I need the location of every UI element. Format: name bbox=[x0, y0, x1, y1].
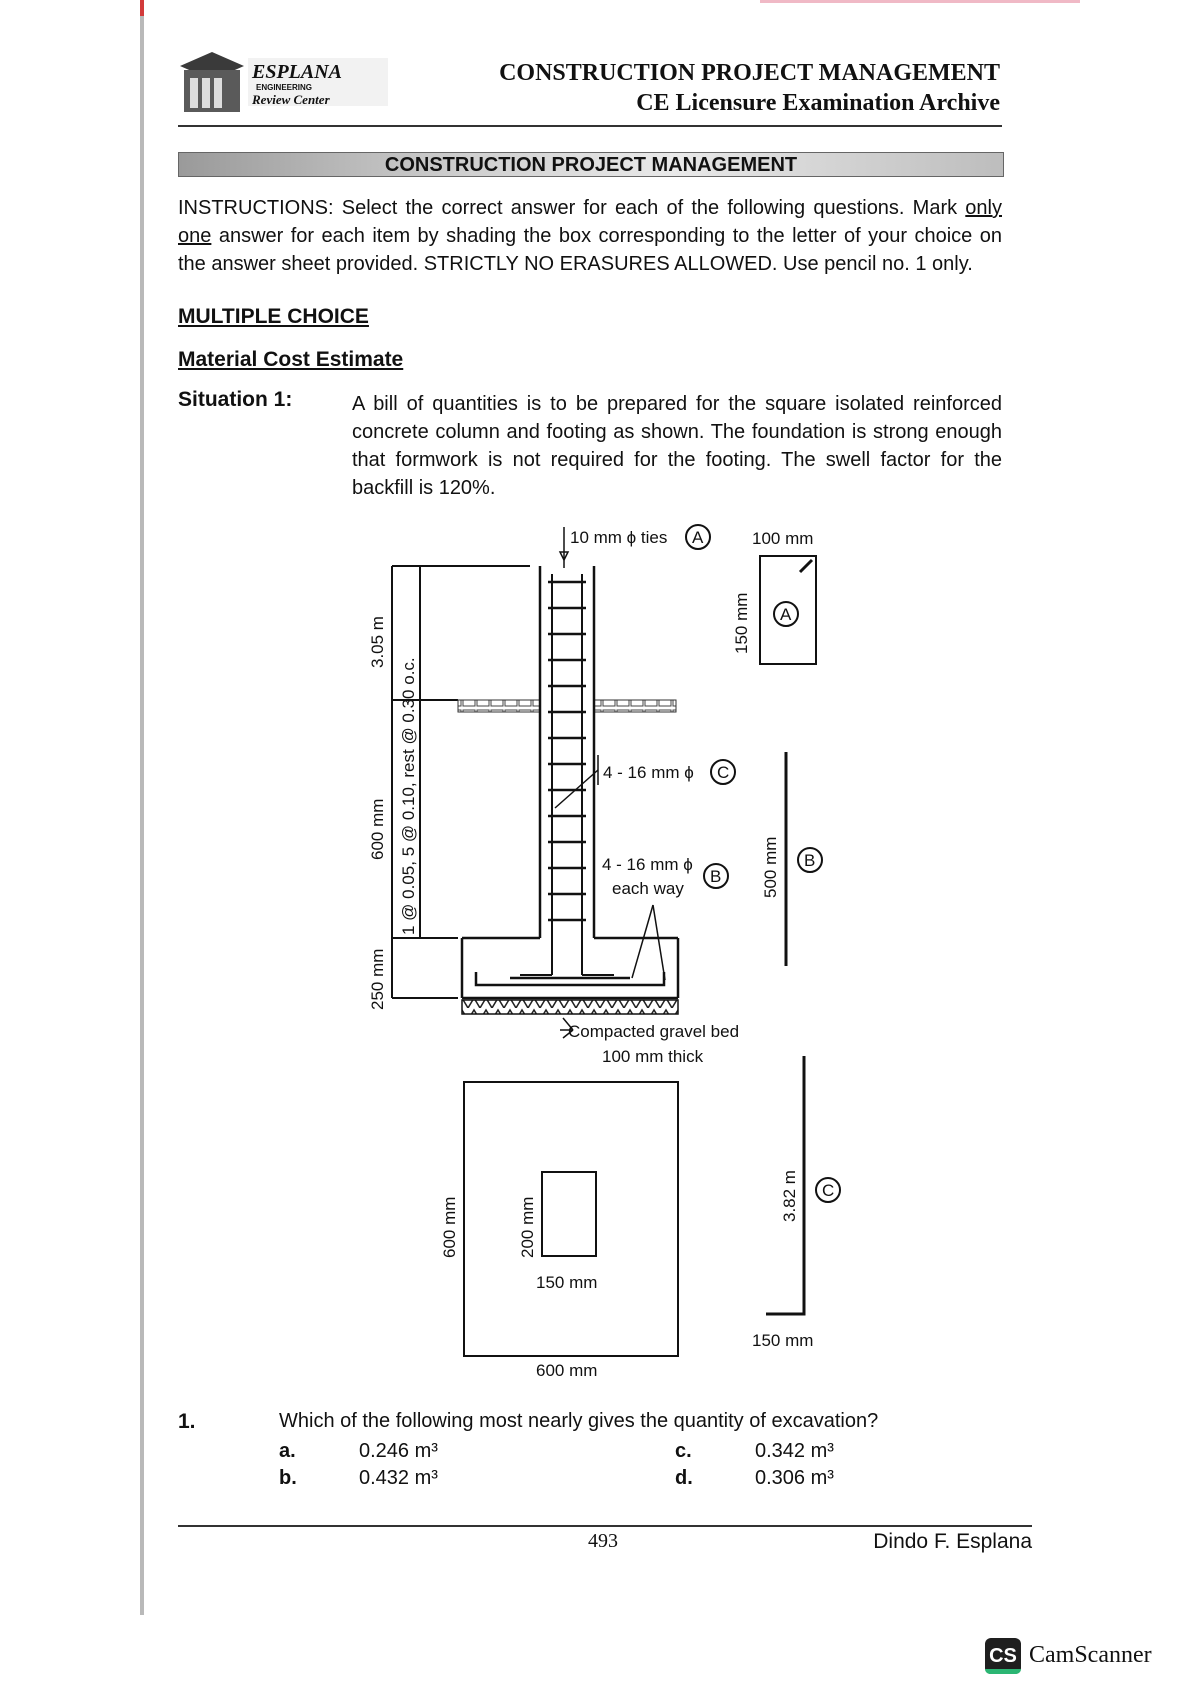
instr-part2: answer for each item by shading the box corresponding to the letter of your choice on the answer sheet provided. STRICTLY NO ERASURES ALLOWED. Use pencil no. 1 only. bbox=[178, 225, 1002, 275]
header-subtitle: CE Licensure Examination Archive bbox=[636, 90, 1000, 116]
dim-600mm-plan-horizontal: 600 mm bbox=[536, 1361, 598, 1380]
ties-label: 10 mm ϕ ties bbox=[570, 528, 668, 547]
dim-150mm-plan: 150 mm bbox=[536, 1273, 598, 1292]
dim-100mm: 100 mm bbox=[752, 529, 814, 548]
situation-label: Situation 1: bbox=[178, 388, 293, 411]
gravel-label-1: Compacted gravel bed bbox=[568, 1022, 740, 1041]
dim-150mm-hook: 150 mm bbox=[752, 1331, 814, 1350]
logo-name: ESPLANA bbox=[252, 61, 343, 83]
author-name: Dindo F. Esplana bbox=[873, 1530, 1032, 1553]
circle-b-text: B bbox=[710, 867, 722, 886]
gravel-bed bbox=[462, 1000, 678, 1014]
gravel-label-2: 100 mm thick bbox=[602, 1047, 704, 1066]
option-b-value: 0.432 m³ bbox=[359, 1467, 438, 1489]
logo-sub1: ENGINEERING bbox=[256, 83, 313, 92]
option-d-letter: d. bbox=[675, 1467, 693, 1489]
column-ties bbox=[548, 582, 586, 920]
dim-500mm: 500 mm bbox=[761, 836, 780, 898]
leader-lines bbox=[555, 527, 668, 1038]
bars-c-label: 4 - 16 mm ϕ bbox=[603, 763, 694, 782]
option-c-value: 0.342 m³ bbox=[755, 1440, 834, 1462]
logo-sub2: Review Center bbox=[252, 92, 330, 107]
banner-text: CONSTRUCTION PROJECT MANAGEMENT bbox=[384, 154, 798, 176]
option-c bbox=[675, 1440, 834, 1463]
tie-spacing-note: 1 @ 0.05, 5 @ 0.10, rest @ 0.30 o.c. bbox=[399, 657, 418, 935]
detail-c-text: C bbox=[822, 1181, 835, 1200]
instr-underline-only: only bbox=[965, 197, 1002, 219]
detail-b-text: B bbox=[804, 851, 816, 870]
dim-3-82m: 3.82 m bbox=[780, 1170, 799, 1222]
header-title: CONSTRUCTION PROJECT MANAGEMENT bbox=[499, 60, 1000, 86]
heading-material-cost: Material Cost Estimate bbox=[178, 348, 404, 371]
camscanner-watermark bbox=[985, 1638, 1175, 1674]
bars-b-label-1: 4 - 16 mm ϕ bbox=[602, 855, 693, 874]
option-d-value: 0.306 m³ bbox=[755, 1467, 834, 1489]
dim-200mm: 200 mm bbox=[518, 1196, 537, 1258]
footer-rule bbox=[178, 1525, 1032, 1527]
option-a-value: 0.246 m³ bbox=[359, 1440, 438, 1462]
instr-underline-one: one bbox=[178, 225, 212, 247]
instr-part1: INSTRUCTIONS: Select the correct answer for each of the following questions. Mark bbox=[178, 197, 966, 219]
bars-b-label-2: each way bbox=[612, 879, 684, 898]
detail-a-text: A bbox=[780, 605, 792, 624]
column-plan bbox=[542, 1172, 596, 1256]
slab-stub-right bbox=[594, 700, 676, 712]
footing-bars bbox=[476, 972, 664, 985]
heading-multiple-choice: MULTIPLE CHOICE bbox=[178, 305, 369, 328]
circle-c-text: C bbox=[717, 763, 730, 782]
dim-150mm-tie: 150 mm bbox=[732, 592, 751, 654]
footing-plan bbox=[464, 1082, 678, 1356]
slab-stub-left bbox=[458, 700, 540, 712]
question-number: 1. bbox=[178, 1410, 196, 1433]
dim-600mm-vertical: 600 mm bbox=[368, 798, 387, 860]
dim-600mm-plan-vertical: 600 mm bbox=[440, 1196, 459, 1258]
page-number: 493 bbox=[588, 1530, 618, 1552]
camscanner-name: CamScanner bbox=[1029, 1642, 1152, 1668]
dim-3-05m: 3.05 m bbox=[368, 616, 387, 668]
option-a bbox=[279, 1440, 438, 1463]
option-b bbox=[279, 1467, 438, 1490]
option-d bbox=[675, 1467, 834, 1490]
option-c-letter: c. bbox=[675, 1440, 692, 1462]
option-a-letter: a. bbox=[279, 1440, 296, 1462]
dim-250mm: 250 mm bbox=[368, 948, 387, 1010]
option-b-letter: b. bbox=[279, 1467, 297, 1489]
camscanner-badge-bar bbox=[985, 1669, 1021, 1674]
question-text: Which of the following most nearly gives the quantity of excavation? bbox=[279, 1410, 879, 1432]
camscanner-badge: CS bbox=[985, 1638, 1021, 1674]
tie-hook bbox=[800, 560, 812, 572]
circle-a-text: A bbox=[692, 528, 704, 547]
situation-text: A bill of quantities is to be prepared for the square isolated reinforced concrete column and footing as shown. The foundation is strong enough that formwork is not required for the footing. The swell factor for the backfill is 120%. bbox=[352, 393, 1002, 499]
